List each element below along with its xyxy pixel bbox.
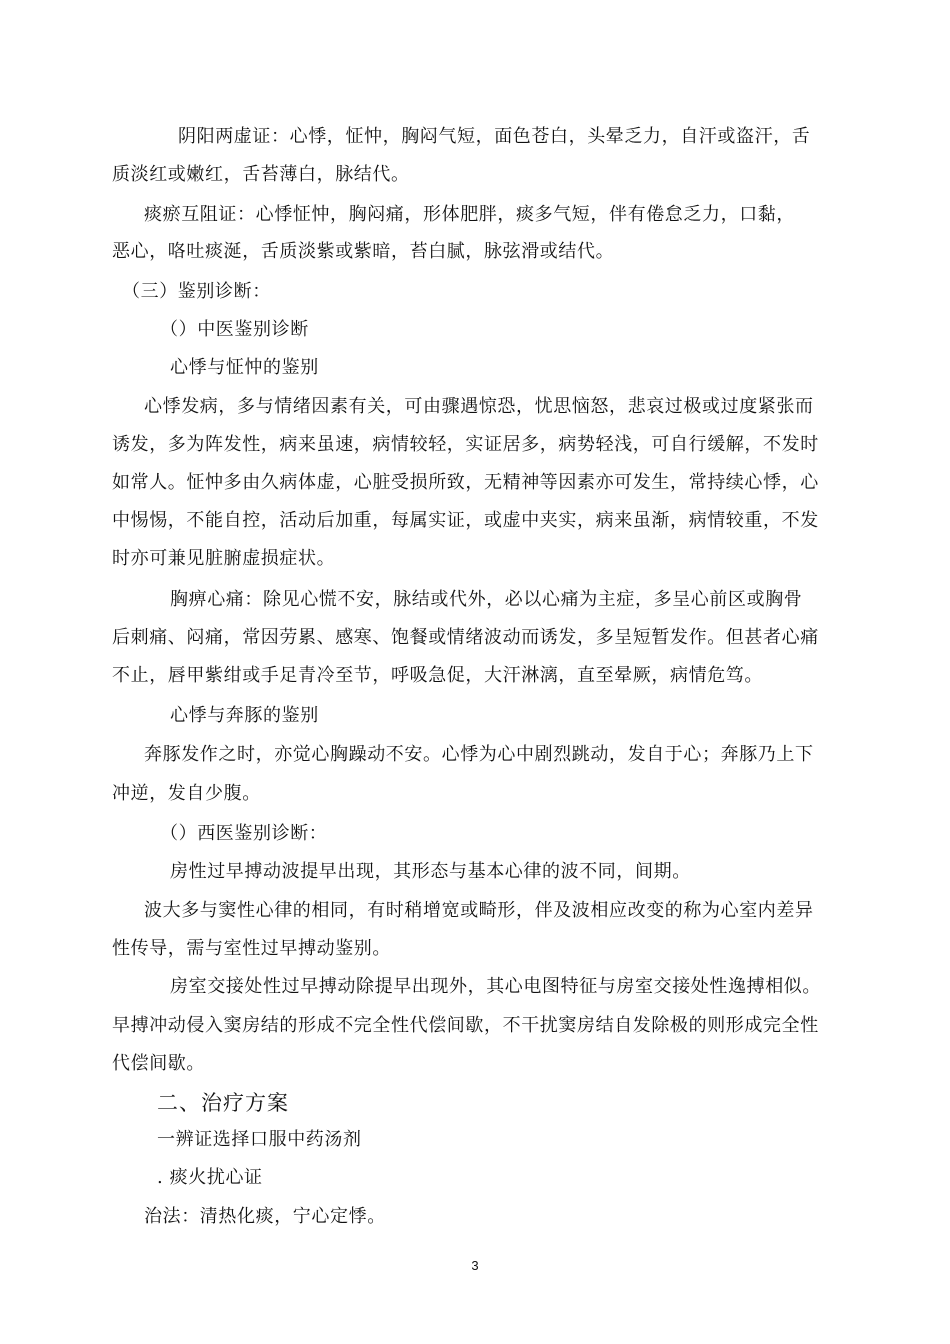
paragraph-atrial-premature-line-3: 性传导，需与室性过早搏动鉴别。 bbox=[112, 938, 391, 959]
subheading-palpitation-vs-fearful-throbbing: 心悸与怔忡的鉴别 bbox=[170, 357, 319, 378]
subheading-palpitation-vs-running-piglet: 心悸与奔豚的鉴别 bbox=[170, 705, 319, 726]
paragraph-phlegm-stasis-line-2: 恶心，咯吐痰涎，舌质淡紫或紫暗，苔白腻，脉弦滑或结代。 bbox=[112, 241, 615, 262]
paragraph-yinyang-deficiency-line-2: 质淡红或嫩红，舌苔薄白，脉结代。 bbox=[112, 164, 410, 185]
page-number: 3 bbox=[471, 1258, 479, 1273]
paragraph-yinyang-deficiency-line-1: 阴阳两虚证：心悸，怔忡，胸闷气短，面色苍白，头晕乏力，自汗或盗汗，舌 bbox=[178, 126, 811, 147]
treatment-method-line: 治法：清热化痰，宁心定悸。 bbox=[144, 1206, 386, 1227]
subsection-western-differential: （）西医鉴别诊断： bbox=[160, 823, 328, 844]
subheading-oral-decoction: 一辨证选择口服中药汤剂 bbox=[157, 1129, 362, 1150]
paragraph-palpitation-line-3: 如常人。怔忡多由久病体虚，心脏受损所致，无精神等因素亦可发生，常持续心悸，心 bbox=[112, 472, 819, 493]
paragraph-junctional-premature-line-3: 代偿间歇。 bbox=[112, 1053, 205, 1074]
paragraph-junctional-premature-line-1: 房室交接处性过早搏动除提早出现外，其心电图特征与房室交接处性逸搏相似。 bbox=[170, 976, 821, 997]
paragraph-chest-pain-line-3: 不止，唇甲紫绀或手足青冷至节，呼吸急促，大汗淋漓，直至晕厥，病情危笃。 bbox=[112, 665, 763, 686]
paragraph-palpitation-line-2: 诱发，多为阵发性，病来虽速，病情较轻，实证居多，病势轻浅，可自行缓解，不发时 bbox=[112, 434, 819, 455]
paragraph-palpitation-line-1: 心悸发病，多与情绪因素有关，可由骤遇惊恐，忧思恼怒，悲哀过极或过度紧张而 bbox=[144, 396, 814, 417]
paragraph-atrial-premature-line-2: 波大多与窦性心律的相同，有时稍增宽或畸形，伴及波相应改变的称为心室内差异 bbox=[144, 900, 814, 921]
subheading-phlegm-fire-syndrome: . 痰火扰心证 bbox=[157, 1167, 263, 1188]
paragraph-chest-pain-line-1: 胸痹心痛：除见心慌不安，脉结或代外，必以心痛为主症，多呈心前区或胸骨 bbox=[170, 589, 803, 610]
paragraph-running-piglet-line-1: 奔豚发作之时，亦觉心胸躁动不安。心悸为心中剧烈跳动，发自于心；奔豚乃上下 bbox=[144, 744, 814, 765]
section-treatment-plan-heading: 二、治疗方案 bbox=[157, 1091, 289, 1115]
paragraph-running-piglet-line-2: 冲逆，发自少腹。 bbox=[112, 783, 261, 804]
paragraph-chest-pain-line-2: 后刺痛、闷痛，常因劳累、感寒、饱餐或情绪波动而诱发，多呈短暂发作。但甚者心痛 bbox=[112, 627, 819, 648]
paragraph-palpitation-line-4: 中惕惕，不能自控，活动后加重，每属实证，或虚中夹实，病来虽渐，病情较重，不发 bbox=[112, 510, 819, 531]
paragraph-junctional-premature-line-2: 早搏冲动侵入窦房结的形成不完全性代偿间歇，不干扰窦房结自发除极的则形成完全性 bbox=[112, 1015, 819, 1036]
paragraph-atrial-premature-line-1: 房性过早搏动波提早出现，其形态与基本心律的波不同，间期。 bbox=[170, 861, 691, 882]
paragraph-phlegm-stasis-line-1: 痰瘀互阻证：心悸怔忡，胸闷痛，形体肥胖，痰多气短，伴有倦怠乏力，口黏， bbox=[144, 204, 795, 225]
subsection-tcm-differential: （）中医鉴别诊断 bbox=[160, 319, 309, 340]
section-differential-diagnosis: （三）鉴别诊断： bbox=[122, 281, 271, 302]
paragraph-palpitation-line-5: 时亦可兼见脏腑虚损症状。 bbox=[112, 548, 336, 569]
